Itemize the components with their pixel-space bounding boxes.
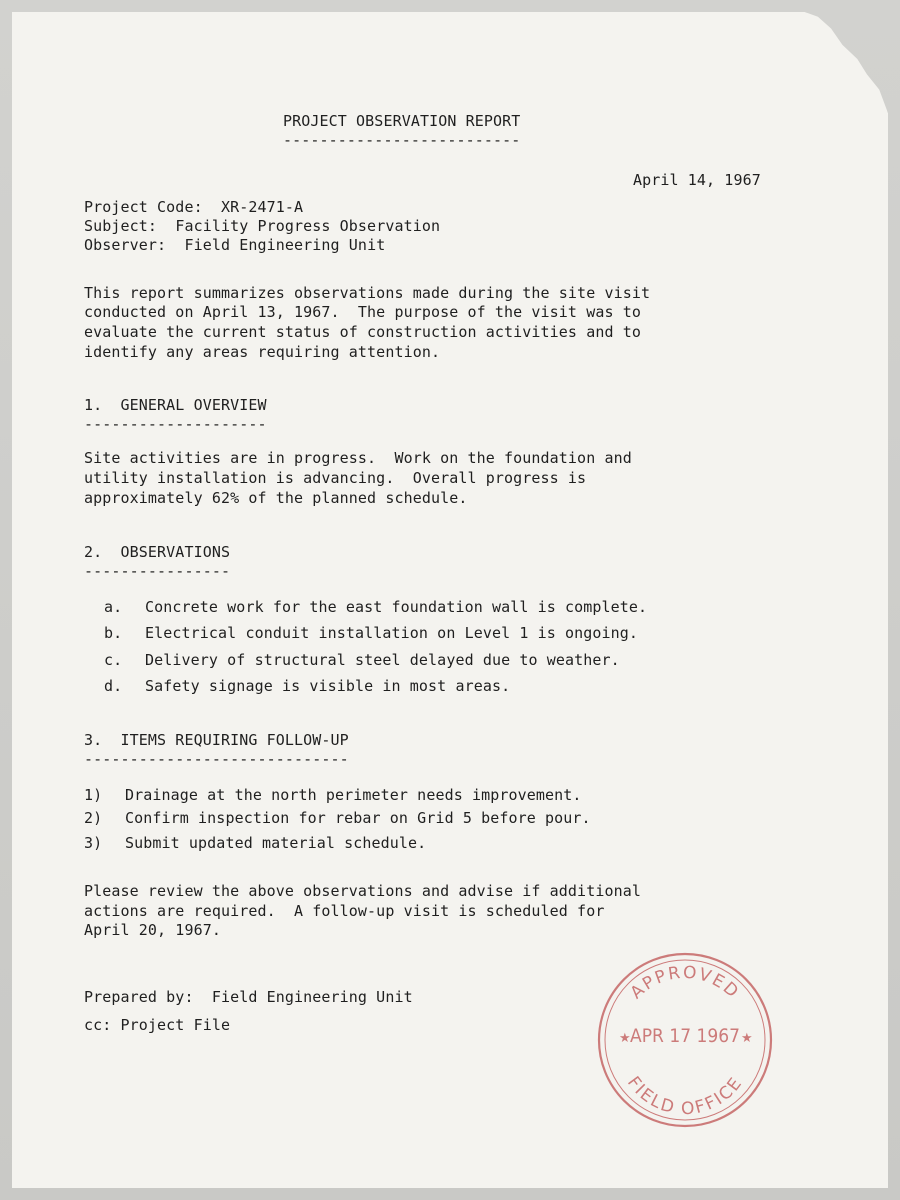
section-1-line: approximately 62% of the planned schedule. <box>84 489 468 507</box>
list-item-marker: d. <box>104 677 123 695</box>
list-item-text: Electrical conduit installation on Level 1 is ongoing. <box>145 624 639 642</box>
list-item-marker: c. <box>104 651 123 669</box>
cc-line: cc: Project File <box>84 1016 231 1034</box>
meta-label: Subject: <box>84 217 158 235</box>
intro-line: evaluate the current status of construction activities and to <box>84 323 641 341</box>
intro-line: conducted on April 13, 1967. The purpose of the visit was to <box>84 303 641 321</box>
followup-item-marker: 1) <box>84 786 103 804</box>
followup-item-marker: 2) <box>84 809 103 827</box>
section-2-rule: ---------------- <box>84 562 231 580</box>
meta-label: Observer: <box>84 236 167 254</box>
intro-line: This report summarizes observations made during the site visit <box>84 284 651 302</box>
closing-line: Please review the above observations and advise if additional <box>84 882 641 900</box>
stamp-date: APR 17 1967 <box>630 1025 740 1047</box>
meta-value: Facility Progress Observation <box>175 217 441 235</box>
meta-project-code <box>84 197 303 217</box>
section-2-heading: 2. OBSERVATIONS <box>84 543 231 561</box>
meta-label: Project Code: <box>84 198 203 216</box>
section-1-rule: -------------------- <box>84 415 267 433</box>
stamp-bottom-text: FIELD OFFICE <box>622 1072 748 1120</box>
report-title: PROJECT OBSERVATION REPORT <box>283 112 521 130</box>
section-1-line: Site activities are in progress. Work on the foundation and <box>84 449 632 467</box>
stamp-top-text: APPROVED <box>626 962 744 1004</box>
followup-item-text: Confirm inspection for rebar on Grid 5 before pour. <box>125 809 591 827</box>
approved-stamp <box>595 950 775 1130</box>
list-item-text: Concrete work for the east foundation wall is complete. <box>145 598 648 616</box>
closing-line: actions are required. A follow-up visit is scheduled for <box>84 902 605 920</box>
stamp-star-left: ★ <box>619 1031 631 1046</box>
followup-item-text: Drainage at the north perimeter needs improvement. <box>125 786 582 804</box>
meta-value: XR-2471-A <box>220 198 304 216</box>
closing-line: April 20, 1967. <box>84 921 221 939</box>
meta-value: Field Engineering Unit <box>184 236 386 254</box>
section-1-line: utility installation is advancing. Overall progress is <box>84 469 587 487</box>
list-item-marker: b. <box>104 624 123 642</box>
prepared-by: Prepared by: Field Engineering Unit <box>84 988 413 1006</box>
section-3-rule: ----------------------------- <box>84 750 349 768</box>
followup-item-text: Submit updated material schedule. <box>125 834 427 852</box>
list-item-marker: a. <box>104 598 123 616</box>
meta-subject <box>84 216 440 236</box>
list-item-text: Delivery of structural steel delayed due to weather. <box>145 651 620 669</box>
meta-observer <box>84 235 385 255</box>
title-underline: -------------------------- <box>283 131 521 149</box>
list-item-text: Safety signage is visible in most areas. <box>145 677 511 695</box>
section-1-heading: 1. GENERAL OVERVIEW <box>84 396 267 414</box>
report-date: April 14, 1967 <box>633 171 761 189</box>
stamp-star-right: ★ <box>741 1031 753 1046</box>
followup-item-marker: 3) <box>84 834 103 852</box>
intro-line: identify any areas requiring attention. <box>84 343 441 361</box>
section-3-heading: 3. ITEMS REQUIRING FOLLOW-UP <box>84 731 349 749</box>
